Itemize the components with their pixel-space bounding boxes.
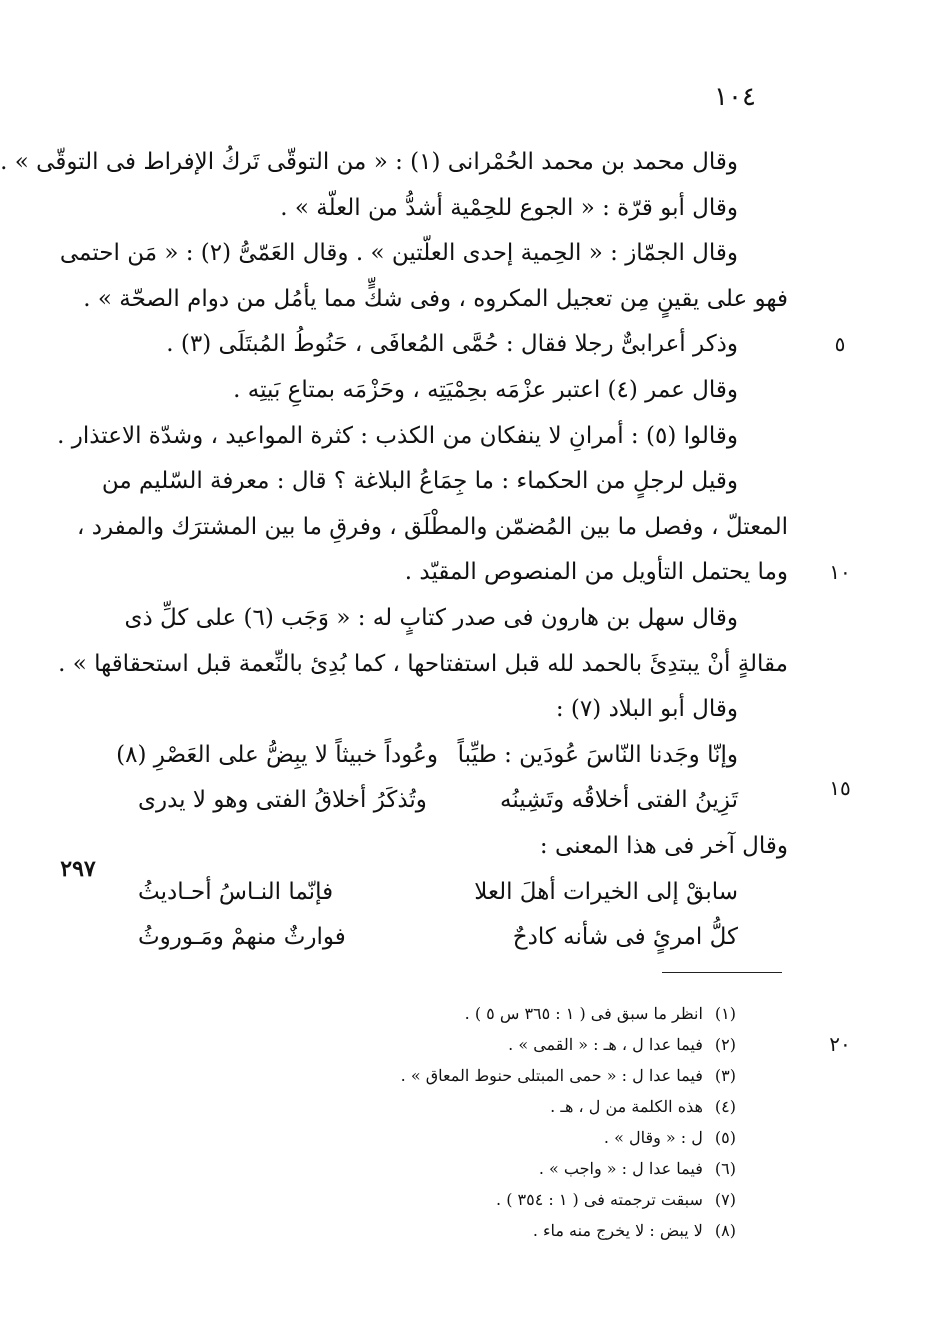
footnote-text: فيما عدا ل : « واجب » . <box>538 1159 703 1178</box>
text-line: فهو على يقينٍ مِن تعجيل المكروه ، وفى شكٍّ مما يأمُل من دوام الصحّة » . <box>83 285 788 312</box>
footnote <box>310 1122 736 1153</box>
footnote <box>310 1060 736 1091</box>
footnote-mark: (٨) <box>714 1221 736 1240</box>
line-number-5: ٥ <box>834 332 846 356</box>
verse-second-hemistich: وعُوداً خبيثاً لا يبِضُّ على العَصْرِ (٨) <box>116 741 438 768</box>
footnote-text: انظر ما سبق فى ( ١ : ٣٦٥ س ٥ ) . <box>464 1004 703 1023</box>
text-line: وما يحتمل التأويل من المنصوص المقيّد . <box>404 559 788 586</box>
line-number-20: ٢٠ <box>829 1032 851 1056</box>
verse-line <box>118 778 788 824</box>
footnote-mark: (٤) <box>714 1097 736 1116</box>
footnote-mark: (١) <box>714 1004 736 1023</box>
verse-first-hemistich: سابقْ إلى الخيرات أهلَ العلا <box>474 878 738 905</box>
footnote-mark: (٢) <box>714 1035 736 1054</box>
footnote <box>310 1091 736 1122</box>
footnote-mark: (٦) <box>714 1159 736 1178</box>
text-line: وذكر أعرابىٌّ رجلا فقال : حُمَّى المُعافَى ، حَنُوطُ المُبتَلَى (٣) . <box>166 331 738 358</box>
text-line: وقالوا (٥) : أمرانِ لا ينفكان من الكذب : كثرة المواعيد ، وشدّة الاعتذار . <box>57 422 738 449</box>
text-line: مقالةٍ أنْ يبتدِئَ بالحمد لله قبل استفتاحها ، كما بُدِئ بالنِّعمة قبل استحقاقها » . <box>58 650 788 677</box>
margin-page-number: ٢٩٧ <box>60 856 96 882</box>
footnote-mark: (٧) <box>714 1190 736 1209</box>
text-line: وقيل لرجلٍ من الحكماء : ما جِمَاعُ البلاغة ؟ قال : معرفة السّليم من <box>101 468 738 495</box>
footnote <box>310 1215 736 1246</box>
verse-line <box>118 870 788 916</box>
footnote-separator <box>662 972 782 973</box>
verse-first-hemistich: وإنّا وجَدنا النّاسَ عُودَين : طيِّباً <box>457 741 738 768</box>
text-line: وقال سهل بن هارون فى صدر كتابٍ له : « وَجَب (٦) على كلِّ ذى <box>124 604 738 631</box>
footnote <box>310 1153 736 1184</box>
verse-first-hemistich: كلُّ امرئٍ فى شأنه كادحٌ <box>512 924 738 951</box>
footnote <box>310 1029 736 1060</box>
verse-first-hemistich: تَزِينُ الفتى أخلاقُه وتَشِينُه <box>500 787 738 814</box>
footnote-mark: (٣) <box>714 1066 736 1085</box>
footnote-text: هذه الكلمة من ل ، هـ . <box>550 1097 703 1116</box>
line-number-15: ١٥ <box>829 776 851 800</box>
footnote-text: سبقت ترجمته فى ( ١ : ٣٥٤ ) . <box>496 1190 703 1209</box>
footnote-mark: (٥) <box>714 1128 736 1147</box>
text-line: وقال آخر فى هذا المعنى : <box>539 832 788 859</box>
text-line: وقال الجمّاز : « الحِمية إحدى العلّتين » . وقال العَمّىُّ (٢) : « مَن احتمى <box>59 240 738 267</box>
footnote-text: فيما عدا ل : « حمى المبتلى حنوط المعاق » . <box>400 1066 703 1085</box>
text-line: وقال محمد بن محمد الحُمْرانى (١) : « من التوقّى تَركُ الإفراط فى التوقّى » . <box>0 149 738 175</box>
footnote <box>310 998 736 1029</box>
verse-second-hemistich: وتُذكَرُ أخلاقُ الفتى وهو لا يدرى <box>138 787 427 814</box>
verse-line <box>118 915 788 961</box>
page-number: ١٠٤ <box>714 82 756 112</box>
text-line: وقال عمر (٤) اعتبر عزْمَه بحِمْيَتِه ، وحَزْمَه بمتاعِ بَيتِه . <box>233 376 738 403</box>
footnote-text: ل : « وقال » . <box>603 1128 703 1147</box>
line-number-10: ١٠ <box>829 560 851 584</box>
footnote-text: فيما عدا ل ، هـ : « القمى » . <box>508 1035 703 1054</box>
text-line: وقال أبو البلاد (٧) : <box>555 696 738 723</box>
footnotes <box>310 998 736 1246</box>
text-line: المعتلّ ، وفصل ما بين المُضمّن والمطْلَق ، وفرقِ ما بين المشترَك والمفرد ، <box>76 513 788 540</box>
footnote <box>310 1184 736 1215</box>
text-line: وقال أبو قرّة : « الجوع للحِمْية أشدُّ من العلّة » . <box>280 194 738 221</box>
verse-second-hemistich: فإنّما النـاسُ أحـاديثُ <box>138 878 334 905</box>
footnote-text: لا يبض : لا يخرج منه ماء . <box>532 1221 703 1240</box>
verse-line <box>118 733 788 779</box>
verse-second-hemistich: فوارثٌ منهمْ ومَـوروثُ <box>138 924 346 951</box>
